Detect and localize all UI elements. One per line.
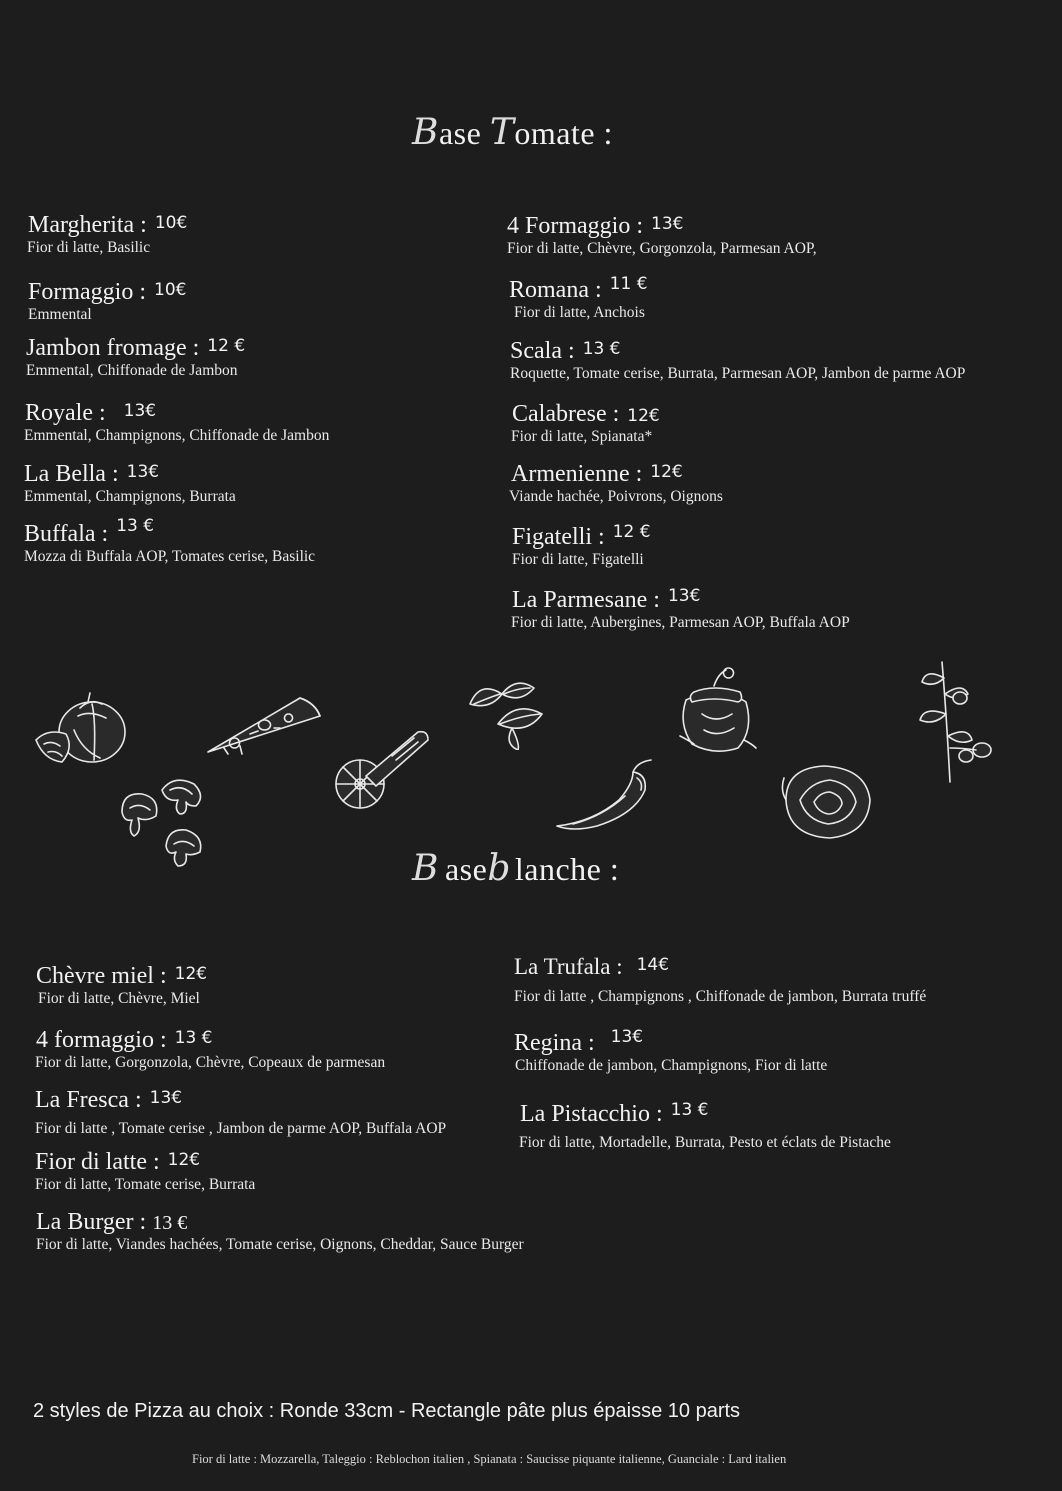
item-description: Fior di latte, Anchois <box>514 304 645 321</box>
mushrooms-icon <box>116 772 212 870</box>
item-price: 12€ <box>167 1150 201 1170</box>
item-description: Viande hachée, Poivrons, Oignons <box>509 488 723 505</box>
menu-item <box>509 274 648 322</box>
menu-item <box>24 516 316 566</box>
item-price: 13€ <box>610 1027 644 1047</box>
item-description: Roquette, Tomate cerise, Burrata, Parmesan AOP, Jambon de parme AOP <box>510 365 966 382</box>
item-price: 12€ <box>650 462 683 482</box>
item-name: La Parmesane : <box>512 587 660 613</box>
pizza-styles-note: 2 styles de Pizza au choix : Ronde 33cm - Rectangle pâte plus épaisse 10 parts <box>33 1400 741 1422</box>
item-name: Buffala : <box>24 521 109 547</box>
item-description: Fior di latte, Basilic <box>27 239 151 256</box>
item-price: 12 € <box>207 336 246 356</box>
onion-icon <box>780 760 876 842</box>
item-description: Fior di latte, Viandes hachées, Tomate cerise, Oignons, Cheddar, Sauce Burger <box>36 1236 524 1253</box>
item-description: Fior di latte, Tomate cerise, Burrata <box>35 1176 256 1193</box>
item-name: Formaggio : <box>28 279 146 305</box>
section-title-base-tomate: Base Tomate : <box>412 112 613 153</box>
item-price: 12€ <box>174 964 208 984</box>
item-name: 4 formaggio : <box>36 1027 167 1053</box>
glossary-note: Fior di latte : Mozzarella, Taleggio : Reblochon italien , Spianata : Saucisse piquante italienne, Guanciale : Lard italien <box>192 1452 787 1466</box>
menu-item <box>512 401 660 446</box>
item-description: Fior di latte, Chèvre, Gorgonzola, Parmesan AOP, <box>507 240 817 257</box>
olive-branch-icon <box>912 658 1002 784</box>
menu-item <box>25 400 329 445</box>
menu-item <box>35 1149 255 1194</box>
item-name: La Bella : <box>24 461 119 487</box>
item-description: Emmental, Champignons, Chiffonade de Jambon <box>24 427 330 444</box>
item-name: Jambon fromage : <box>26 335 200 361</box>
item-description: Fior di latte, Mortadelle, Burrata, Pesto et éclats de Pistache <box>519 1134 891 1151</box>
menu-item <box>24 461 236 506</box>
item-name: La Burger : <box>36 1209 147 1235</box>
item-name: Calabrese : <box>512 401 620 427</box>
item-price: 10€ <box>154 280 187 300</box>
item-description: Mozza di Buffala AOP, Tomates cerise, Basilic <box>24 548 316 565</box>
item-name: Scala : <box>510 338 575 364</box>
item-price: 11 € <box>609 274 648 294</box>
item-price: 12€ <box>627 406 660 426</box>
item-description: Fior di latte, Spianata* <box>511 428 653 445</box>
item-price: 13 € <box>670 1100 709 1120</box>
item-name: Fior di latte : <box>35 1149 160 1175</box>
item-description: Emmental <box>28 306 92 323</box>
item-price: 13 € <box>174 1028 213 1048</box>
tomato-icon <box>30 690 130 770</box>
pizza-cutter-icon <box>332 726 434 812</box>
menu-item <box>28 279 186 324</box>
item-price: 13€ <box>149 1088 183 1108</box>
item-name: Regina : <box>514 1030 595 1056</box>
item-price: 13 € <box>152 1212 188 1234</box>
menu-item <box>26 335 245 380</box>
item-description: Fior di latte, Aubergines, Parmesan AOP, Buffala AOP <box>511 614 850 631</box>
item-name: La Pistacchio : <box>520 1101 663 1127</box>
menu-item <box>36 963 207 1008</box>
menu-item <box>28 212 187 257</box>
basil-icon <box>460 674 556 750</box>
menu-item <box>512 524 651 569</box>
pizza-slice-icon <box>204 690 326 760</box>
menu-item <box>514 954 926 1006</box>
item-price: 13€ <box>651 214 684 234</box>
item-name: Margherita : <box>28 212 147 238</box>
item-name: Figatelli : <box>512 524 605 550</box>
menu-item <box>510 338 965 383</box>
item-price: 14€ <box>636 955 670 975</box>
item-name: Armenienne : <box>511 461 643 487</box>
oil-jar-icon <box>674 664 760 760</box>
menu-item <box>511 461 723 506</box>
section-title-base-blanche: B aseb lanche : <box>412 848 620 889</box>
item-name: 4 Formaggio : <box>507 213 643 239</box>
chili-pepper-icon <box>553 756 659 832</box>
item-name: La Fresca : <box>35 1087 142 1113</box>
item-price: 13 € <box>116 516 155 536</box>
item-price: 13€ <box>123 401 157 421</box>
menu-item <box>36 1209 524 1254</box>
item-name: Romana : <box>509 277 602 303</box>
menu-item <box>35 1087 446 1138</box>
item-price: 13€ <box>667 586 701 606</box>
item-price: 10€ <box>154 213 188 233</box>
menu-item <box>512 587 850 632</box>
item-price: 13 € <box>582 339 621 359</box>
item-description: Fior di latte , Tomate cerise , Jambon de parme AOP, Buffala AOP <box>35 1120 447 1137</box>
menu-item <box>520 1101 891 1152</box>
item-description: Emmental, Chiffonade de Jambon <box>26 362 238 379</box>
item-name: Chèvre miel : <box>36 963 167 989</box>
item-description: Fior di latte, Chèvre, Miel <box>38 990 200 1007</box>
item-price: 12 € <box>612 522 651 542</box>
item-name: La Trufala : <box>514 954 623 979</box>
item-description: Fior di latte, Figatelli <box>512 551 644 568</box>
item-name: Royale : <box>25 400 106 426</box>
menu-item <box>507 213 817 258</box>
menu-item <box>36 1027 385 1072</box>
item-description: Fior di latte , Champignons , Chiffonade de jambon, Burrata truffé <box>514 988 927 1005</box>
item-description: Chiffonade de jambon, Champignons, Fior di latte <box>515 1057 828 1074</box>
item-price: 13€ <box>126 462 160 482</box>
item-description: Fior di latte, Gorgonzola, Chèvre, Copeaux de parmesan <box>35 1054 386 1071</box>
item-description: Emmental, Champignons, Burrata <box>24 488 236 505</box>
menu-item <box>514 1027 828 1075</box>
